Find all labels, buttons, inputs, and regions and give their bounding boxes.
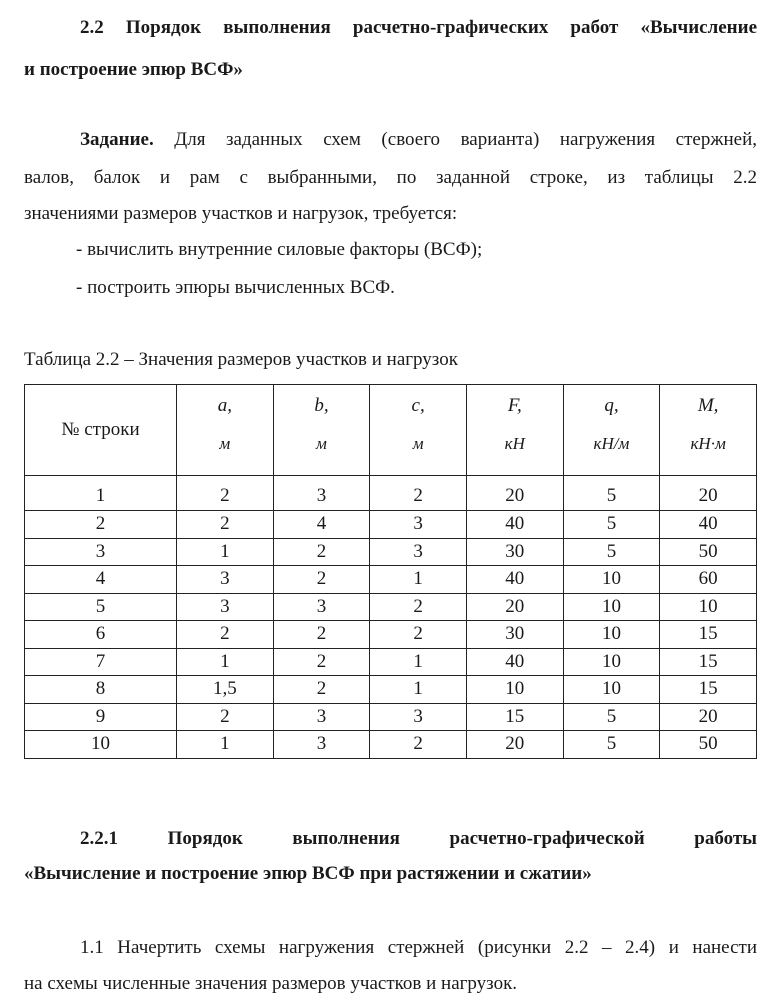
table-row: [25, 476, 757, 511]
table-cell: 3: [273, 476, 370, 511]
table-cell: 20: [660, 476, 757, 511]
table-cell: 3: [25, 538, 177, 566]
table-cell: 1,5: [177, 676, 274, 704]
column-symbol: M,: [697, 395, 719, 416]
subsection-word: Порядок: [167, 828, 243, 849]
table-cell: 2: [25, 511, 177, 539]
table-cell: 10: [660, 593, 757, 621]
table-cell: 20: [660, 703, 757, 731]
task-bullet-2: - построить эпюры вычисленных ВСФ.: [76, 277, 395, 298]
column-unit: кН: [504, 434, 525, 453]
table-cell: 40: [466, 648, 563, 676]
table-row: [25, 538, 757, 566]
column-unit: м: [316, 434, 327, 453]
table-cell: 20: [466, 593, 563, 621]
column-symbol: b,: [314, 395, 329, 416]
table-cell: 2: [370, 476, 467, 511]
table-cell: 5: [563, 511, 660, 539]
column-symbol: F,: [507, 395, 522, 416]
table-cell: 5: [563, 703, 660, 731]
task-label: Задание.: [80, 129, 154, 150]
table-cell: 2: [273, 648, 370, 676]
table-cell: 3: [177, 593, 274, 621]
table-cell: 15: [660, 621, 757, 649]
table-row: [25, 731, 757, 759]
table-cell: 2: [370, 593, 467, 621]
subsection-word: выполнения: [292, 828, 400, 849]
table-cell: 60: [660, 566, 757, 594]
column-header-f: [466, 385, 563, 476]
table-cell: 2: [177, 476, 274, 511]
table-cell: 10: [563, 648, 660, 676]
subsection-title-line-1: [24, 827, 757, 851]
table-row: [25, 566, 757, 594]
table-cell: 20: [466, 731, 563, 759]
task-bullet-1: - вычислить внутренние силовые факторы (ВСФ);: [76, 239, 483, 260]
table-cell: 9: [25, 703, 177, 731]
table-cell: 20: [466, 476, 563, 511]
section-title-line-2: и построение эпюр ВСФ»: [24, 59, 243, 80]
subsection-word: 2.2.1: [80, 828, 118, 849]
table-cell: 2: [273, 538, 370, 566]
table-cell: 2: [370, 621, 467, 649]
column-unit: кН·м: [690, 434, 726, 453]
table-cell: 3: [273, 593, 370, 621]
table-cell: 50: [660, 731, 757, 759]
table-caption: Таблица 2.2 – Значения размеров участков и нагрузок: [24, 349, 458, 370]
table-cell: 10: [466, 676, 563, 704]
table-cell: 5: [563, 476, 660, 511]
table-cell: 3: [273, 731, 370, 759]
table-cell: 4: [25, 566, 177, 594]
table-cell: 7: [25, 648, 177, 676]
table-cell: 40: [466, 566, 563, 594]
subsection-word: расчетно-графической: [449, 828, 645, 849]
table-cell: 3: [273, 703, 370, 731]
table-cell: 10: [563, 621, 660, 649]
column-header-a: [177, 385, 274, 476]
subsection-word: работы: [694, 828, 757, 849]
table-cell: 40: [660, 511, 757, 539]
task-line-3: значениями размеров участков и нагрузок, требуется:: [24, 203, 458, 224]
table-cell: 5: [563, 731, 660, 759]
table-cell: 1: [370, 566, 467, 594]
table-cell: 1: [370, 648, 467, 676]
table-cell: 8: [25, 676, 177, 704]
table-cell: 3: [370, 538, 467, 566]
table-cell: 15: [466, 703, 563, 731]
step-line-2: на схемы численные значения размеров участков и нагрузок.: [24, 973, 518, 994]
table-cell: 3: [370, 703, 467, 731]
table-row: [25, 648, 757, 676]
table-cell: 1: [177, 648, 274, 676]
column-header-c: [370, 385, 467, 476]
table-cell: 10: [563, 566, 660, 594]
table-cell: 6: [25, 621, 177, 649]
table-cell: 2: [177, 511, 274, 539]
table-cell: 1: [25, 476, 177, 511]
table-header-row: [25, 385, 757, 476]
step-line-1: 1.1 Начертить схемы нагружения стержней (рисунки 2.2 – 2.4) и нанести: [80, 937, 757, 958]
table-cell: 2: [177, 621, 274, 649]
table-cell: 1: [177, 538, 274, 566]
column-symbol: c,: [411, 395, 425, 416]
table-row: [25, 621, 757, 649]
values-table: [24, 384, 757, 759]
table-cell: 2: [273, 621, 370, 649]
column-unit: м: [412, 434, 424, 453]
table-cell: 2: [273, 676, 370, 704]
column-unit: кН/м: [593, 434, 630, 453]
table-cell: 4: [273, 511, 370, 539]
table-cell: 10: [563, 676, 660, 704]
table-row: [25, 593, 757, 621]
table-cell: 2: [273, 566, 370, 594]
column-symbol: q,: [604, 395, 619, 416]
column-header-m: [660, 385, 757, 476]
column-header-b: [273, 385, 370, 476]
table-cell: 40: [466, 511, 563, 539]
task-line-2: валов, балок и рам с выбранными, по заданной строке, из таблицы 2.2: [24, 167, 757, 188]
column-unit: м: [219, 434, 231, 453]
task-line-1-rest: Для заданных схем (своего варианта) нагружения стержней,: [153, 129, 757, 150]
table-cell: 30: [466, 621, 563, 649]
table-cell: 10: [25, 731, 177, 759]
table-row: [25, 511, 757, 539]
table-cell: 15: [660, 648, 757, 676]
table-cell: 1: [177, 731, 274, 759]
table-cell: 5: [563, 538, 660, 566]
table-cell: 3: [370, 511, 467, 539]
row-number-header: № строки: [25, 385, 177, 476]
table-cell: 10: [563, 593, 660, 621]
task-line-1: [24, 128, 757, 152]
table-cell: 5: [25, 593, 177, 621]
table-cell: 30: [466, 538, 563, 566]
subsection-title-line-2: «Вычисление и построение эпюр ВСФ при растяжении и сжатии»: [24, 863, 592, 884]
column-header-q: [563, 385, 660, 476]
table-cell: 2: [370, 731, 467, 759]
table-cell: 15: [660, 676, 757, 704]
table-cell: 1: [370, 676, 467, 704]
column-symbol: a,: [217, 395, 232, 416]
table-cell: 3: [177, 566, 274, 594]
table-row: [25, 676, 757, 704]
table-row: [25, 703, 757, 731]
table-cell: 2: [177, 703, 274, 731]
table-cell: 50: [660, 538, 757, 566]
section-title-line-1: 2.2 Порядок выполнения расчетно-графических работ «Вычисление: [80, 17, 757, 38]
